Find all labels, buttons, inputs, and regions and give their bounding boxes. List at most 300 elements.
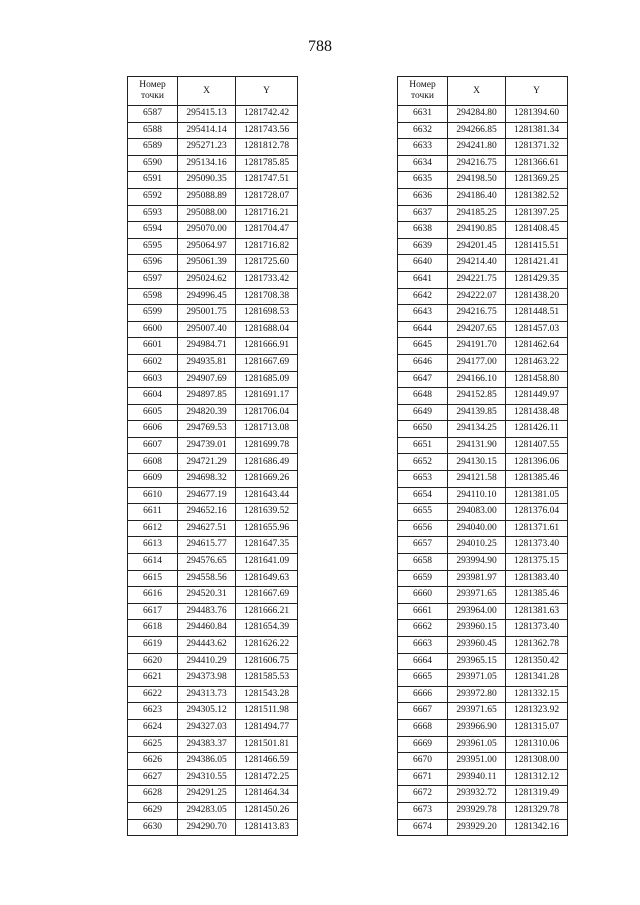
table-row (398, 288, 568, 305)
x-cell: 294083.00 (448, 504, 506, 521)
header-point-number: Номер точки (398, 77, 448, 106)
y-cell: 1281371.32 (506, 139, 568, 156)
table-row (128, 786, 298, 803)
y-cell: 1281383.40 (506, 570, 568, 587)
x-cell: 294185.25 (448, 205, 506, 222)
point-number-cell: 6657 (398, 537, 448, 554)
point-number-cell: 6628 (128, 786, 178, 803)
y-cell: 1281698.53 (236, 305, 298, 322)
x-cell: 295271.23 (178, 139, 236, 156)
table-row (128, 653, 298, 670)
y-cell: 1281319.49 (506, 786, 568, 803)
y-cell: 1281669.26 (236, 471, 298, 488)
x-cell: 294907.69 (178, 371, 236, 388)
x-cell: 294739.01 (178, 437, 236, 454)
y-cell: 1281369.25 (506, 172, 568, 189)
point-number-cell: 6611 (128, 504, 178, 521)
table-row (398, 570, 568, 587)
x-cell: 294652.16 (178, 504, 236, 521)
table-row (128, 238, 298, 255)
point-number-cell: 6590 (128, 155, 178, 172)
y-cell: 1281543.28 (236, 686, 298, 703)
x-cell: 293965.15 (448, 653, 506, 670)
point-number-cell: 6643 (398, 305, 448, 322)
point-number-cell: 6670 (398, 753, 448, 770)
x-cell: 294820.39 (178, 404, 236, 421)
point-number-cell: 6651 (398, 437, 448, 454)
table-row (128, 670, 298, 687)
table-row (398, 321, 568, 338)
x-cell: 294290.70 (178, 819, 236, 836)
table-row (128, 371, 298, 388)
table-row (128, 819, 298, 836)
x-cell: 295007.40 (178, 321, 236, 338)
table-row (128, 122, 298, 139)
point-number-cell: 6612 (128, 520, 178, 537)
y-cell: 1281691.17 (236, 388, 298, 405)
point-number-cell: 6619 (128, 637, 178, 654)
point-number-cell: 6596 (128, 255, 178, 272)
table-row (128, 404, 298, 421)
table-row (128, 454, 298, 471)
x-cell: 294130.15 (448, 454, 506, 471)
point-number-cell: 6638 (398, 222, 448, 239)
x-cell: 293940.11 (448, 769, 506, 786)
point-number-cell: 6674 (398, 819, 448, 836)
y-cell: 1281626.22 (236, 637, 298, 654)
point-number-cell: 6649 (398, 404, 448, 421)
point-number-cell: 6599 (128, 305, 178, 322)
x-cell: 294576.65 (178, 554, 236, 571)
table-row (398, 454, 568, 471)
coordinates-table-right (397, 76, 568, 836)
x-cell: 293972.80 (448, 686, 506, 703)
x-cell: 295088.89 (178, 188, 236, 205)
x-cell: 294935.81 (178, 354, 236, 371)
x-cell: 294483.76 (178, 603, 236, 620)
x-cell: 294460.84 (178, 620, 236, 637)
x-cell: 294139.85 (448, 404, 506, 421)
y-cell: 1281373.40 (506, 620, 568, 637)
table-row (398, 686, 568, 703)
point-number-cell: 6656 (398, 520, 448, 537)
table-row (398, 554, 568, 571)
x-cell: 295024.62 (178, 271, 236, 288)
y-cell: 1281641.09 (236, 554, 298, 571)
y-cell: 1281501.81 (236, 736, 298, 753)
point-number-cell: 6600 (128, 321, 178, 338)
table-row (128, 719, 298, 736)
point-number-cell: 6652 (398, 454, 448, 471)
table-row (398, 139, 568, 156)
point-number-cell: 6633 (398, 139, 448, 156)
point-number-cell: 6635 (398, 172, 448, 189)
table-row (128, 139, 298, 156)
y-cell: 1281373.40 (506, 537, 568, 554)
x-cell: 294191.70 (448, 338, 506, 355)
point-number-cell: 6588 (128, 122, 178, 139)
x-cell: 294310.55 (178, 769, 236, 786)
x-cell: 294327.03 (178, 719, 236, 736)
x-cell: 294520.31 (178, 587, 236, 604)
y-cell: 1281706.04 (236, 404, 298, 421)
point-number-cell: 6636 (398, 188, 448, 205)
point-number-cell: 6593 (128, 205, 178, 222)
x-cell: 293964.00 (448, 603, 506, 620)
page-number: 788 (308, 38, 332, 55)
x-cell: 294177.00 (448, 354, 506, 371)
x-cell: 293929.78 (448, 802, 506, 819)
y-cell: 1281312.12 (506, 769, 568, 786)
point-number-cell: 6640 (398, 255, 448, 272)
x-cell: 293960.15 (448, 620, 506, 637)
table-row (128, 172, 298, 189)
x-cell: 294410.29 (178, 653, 236, 670)
table-row (398, 753, 568, 770)
x-cell: 294283.05 (178, 802, 236, 819)
x-cell: 295001.75 (178, 305, 236, 322)
y-cell: 1281713.08 (236, 421, 298, 438)
y-cell: 1281733.42 (236, 271, 298, 288)
x-cell: 294134.25 (448, 421, 506, 438)
point-number-cell: 6661 (398, 603, 448, 620)
header-y: Y (236, 77, 298, 106)
table-row (128, 255, 298, 272)
table-row (128, 487, 298, 504)
y-cell: 1281666.21 (236, 603, 298, 620)
y-cell: 1281747.51 (236, 172, 298, 189)
x-cell: 293960.45 (448, 637, 506, 654)
point-number-cell: 6623 (128, 703, 178, 720)
table-row (398, 670, 568, 687)
table-row (128, 354, 298, 371)
point-number-cell: 6622 (128, 686, 178, 703)
x-cell: 294284.80 (448, 106, 506, 123)
point-number-cell: 6668 (398, 719, 448, 736)
y-cell: 1281408.45 (506, 222, 568, 239)
table-row (398, 719, 568, 736)
table-row (398, 222, 568, 239)
point-number-cell: 6624 (128, 719, 178, 736)
point-number-cell: 6592 (128, 188, 178, 205)
y-cell: 1281407.55 (506, 437, 568, 454)
table-row (128, 703, 298, 720)
y-cell: 1281371.61 (506, 520, 568, 537)
y-cell: 1281466.59 (236, 753, 298, 770)
table-row (128, 504, 298, 521)
y-cell: 1281728.07 (236, 188, 298, 205)
x-cell: 294897.85 (178, 388, 236, 405)
table-row (128, 587, 298, 604)
x-cell: 294627.51 (178, 520, 236, 537)
x-cell: 294386.05 (178, 753, 236, 770)
coordinates-table-left (127, 76, 298, 836)
y-cell: 1281381.05 (506, 487, 568, 504)
y-cell: 1281654.39 (236, 620, 298, 637)
y-cell: 1281463.22 (506, 354, 568, 371)
table-row (128, 537, 298, 554)
table-row (398, 736, 568, 753)
table-row (398, 620, 568, 637)
table-row (398, 255, 568, 272)
point-number-cell: 6644 (398, 321, 448, 338)
table-row (128, 205, 298, 222)
x-cell: 294207.65 (448, 321, 506, 338)
point-number-cell: 6609 (128, 471, 178, 488)
table-row (128, 603, 298, 620)
table-row (398, 205, 568, 222)
x-cell: 294198.50 (448, 172, 506, 189)
table-row (398, 520, 568, 537)
table-row (398, 305, 568, 322)
table-row (128, 570, 298, 587)
y-cell: 1281686.49 (236, 454, 298, 471)
y-cell: 1281308.00 (506, 753, 568, 770)
table-row (128, 686, 298, 703)
y-cell: 1281438.48 (506, 404, 568, 421)
y-cell: 1281685.09 (236, 371, 298, 388)
y-cell: 1281643.44 (236, 487, 298, 504)
point-number-cell: 6634 (398, 155, 448, 172)
point-number-cell: 6614 (128, 554, 178, 571)
table-row (398, 487, 568, 504)
table-row (398, 106, 568, 123)
x-cell: 294121.58 (448, 471, 506, 488)
x-cell: 294152.85 (448, 388, 506, 405)
table-row (398, 471, 568, 488)
table-row (398, 238, 568, 255)
y-cell: 1281639.52 (236, 504, 298, 521)
point-number-cell: 6669 (398, 736, 448, 753)
y-cell: 1281743.56 (236, 122, 298, 139)
y-cell: 1281315.07 (506, 719, 568, 736)
x-cell: 295415.13 (178, 106, 236, 123)
point-number-cell: 6610 (128, 487, 178, 504)
table-row (128, 288, 298, 305)
y-cell: 1281472.25 (236, 769, 298, 786)
point-number-cell: 6672 (398, 786, 448, 803)
x-cell: 294291.25 (178, 786, 236, 803)
y-cell: 1281458.80 (506, 371, 568, 388)
table-header-row (398, 77, 568, 106)
table-row (398, 388, 568, 405)
point-number-cell: 6602 (128, 354, 178, 371)
y-cell: 1281385.46 (506, 471, 568, 488)
table-row (128, 388, 298, 405)
y-cell: 1281457.03 (506, 321, 568, 338)
x-cell: 295134.16 (178, 155, 236, 172)
point-number-cell: 6615 (128, 570, 178, 587)
point-number-cell: 6659 (398, 570, 448, 587)
table-row (128, 620, 298, 637)
y-cell: 1281699.78 (236, 437, 298, 454)
y-cell: 1281350.42 (506, 653, 568, 670)
table-row (398, 603, 568, 620)
x-cell: 294996.45 (178, 288, 236, 305)
point-number-cell: 6597 (128, 271, 178, 288)
point-number-cell: 6631 (398, 106, 448, 123)
point-number-cell: 6632 (398, 122, 448, 139)
x-cell: 293971.65 (448, 587, 506, 604)
table-row (128, 188, 298, 205)
point-number-cell: 6621 (128, 670, 178, 687)
x-cell: 293994.90 (448, 554, 506, 571)
x-cell: 294677.19 (178, 487, 236, 504)
y-cell: 1281708.38 (236, 288, 298, 305)
table-row (398, 769, 568, 786)
x-cell: 294313.73 (178, 686, 236, 703)
table-row (398, 271, 568, 288)
y-cell: 1281329.78 (506, 802, 568, 819)
point-number-cell: 6645 (398, 338, 448, 355)
y-cell: 1281429.35 (506, 271, 568, 288)
point-number-cell: 6647 (398, 371, 448, 388)
y-cell: 1281450.26 (236, 802, 298, 819)
table-row (128, 321, 298, 338)
x-cell: 294305.12 (178, 703, 236, 720)
y-cell: 1281716.21 (236, 205, 298, 222)
x-cell: 293971.05 (448, 670, 506, 687)
y-cell: 1281647.35 (236, 537, 298, 554)
point-number-cell: 6654 (398, 487, 448, 504)
x-cell: 294010.25 (448, 537, 506, 554)
point-number-cell: 6626 (128, 753, 178, 770)
point-number-cell: 6629 (128, 802, 178, 819)
y-cell: 1281397.25 (506, 205, 568, 222)
point-number-cell: 6650 (398, 421, 448, 438)
y-cell: 1281448.51 (506, 305, 568, 322)
point-number-cell: 6664 (398, 653, 448, 670)
y-cell: 1281375.15 (506, 554, 568, 571)
table-row (128, 271, 298, 288)
point-number-cell: 6616 (128, 587, 178, 604)
y-cell: 1281725.60 (236, 255, 298, 272)
x-cell: 294216.75 (448, 305, 506, 322)
table-row (398, 172, 568, 189)
point-number-cell: 6637 (398, 205, 448, 222)
x-cell: 294443.62 (178, 637, 236, 654)
table-row (398, 819, 568, 836)
y-cell: 1281785.85 (236, 155, 298, 172)
x-cell: 294190.85 (448, 222, 506, 239)
y-cell: 1281381.63 (506, 603, 568, 620)
point-number-cell: 6605 (128, 404, 178, 421)
y-cell: 1281742.42 (236, 106, 298, 123)
y-cell: 1281413.83 (236, 819, 298, 836)
point-number-cell: 6595 (128, 238, 178, 255)
y-cell: 1281667.69 (236, 587, 298, 604)
y-cell: 1281342.16 (506, 819, 568, 836)
x-cell: 294984.71 (178, 338, 236, 355)
table-row (398, 802, 568, 819)
x-cell: 295070.00 (178, 222, 236, 239)
point-number-cell: 6630 (128, 819, 178, 836)
y-cell: 1281438.20 (506, 288, 568, 305)
y-cell: 1281381.34 (506, 122, 568, 139)
y-cell: 1281511.98 (236, 703, 298, 720)
header-y: Y (506, 77, 568, 106)
x-cell: 294558.56 (178, 570, 236, 587)
table-row (128, 802, 298, 819)
point-number-cell: 6606 (128, 421, 178, 438)
y-cell: 1281649.63 (236, 570, 298, 587)
x-cell: 294383.37 (178, 736, 236, 753)
table-row (398, 637, 568, 654)
point-number-cell: 6646 (398, 354, 448, 371)
table-row (128, 106, 298, 123)
point-number-cell: 6601 (128, 338, 178, 355)
x-cell: 294221.75 (448, 271, 506, 288)
x-cell: 295064.97 (178, 238, 236, 255)
x-cell: 294698.32 (178, 471, 236, 488)
y-cell: 1281396.06 (506, 454, 568, 471)
point-number-cell: 6642 (398, 288, 448, 305)
x-cell: 294266.85 (448, 122, 506, 139)
y-cell: 1281655.96 (236, 520, 298, 537)
y-cell: 1281606.75 (236, 653, 298, 670)
table-row (398, 338, 568, 355)
x-cell: 294373.98 (178, 670, 236, 687)
point-number-cell: 6663 (398, 637, 448, 654)
table-row (398, 421, 568, 438)
point-number-cell: 6617 (128, 603, 178, 620)
table-row (398, 371, 568, 388)
y-cell: 1281332.15 (506, 686, 568, 703)
y-cell: 1281394.60 (506, 106, 568, 123)
x-cell: 294721.29 (178, 454, 236, 471)
y-cell: 1281812.78 (236, 139, 298, 156)
table-row (128, 753, 298, 770)
y-cell: 1281494.77 (236, 719, 298, 736)
point-number-cell: 6655 (398, 504, 448, 521)
y-cell: 1281704.47 (236, 222, 298, 239)
point-number-cell: 6648 (398, 388, 448, 405)
table-row (128, 520, 298, 537)
y-cell: 1281667.69 (236, 354, 298, 371)
table-row (398, 537, 568, 554)
table-row (128, 471, 298, 488)
y-cell: 1281464.34 (236, 786, 298, 803)
point-number-cell: 6627 (128, 769, 178, 786)
table-row (398, 188, 568, 205)
table-row (398, 653, 568, 670)
point-number-cell: 6613 (128, 537, 178, 554)
point-number-cell: 6608 (128, 454, 178, 471)
header-x: X (448, 77, 506, 106)
y-cell: 1281426.11 (506, 421, 568, 438)
y-cell: 1281716.82 (236, 238, 298, 255)
table-row (398, 404, 568, 421)
y-cell: 1281415.51 (506, 238, 568, 255)
header-x: X (178, 77, 236, 106)
y-cell: 1281449.97 (506, 388, 568, 405)
y-cell: 1281376.04 (506, 504, 568, 521)
table-row (398, 122, 568, 139)
y-cell: 1281421.41 (506, 255, 568, 272)
table-row (398, 703, 568, 720)
x-cell: 293932.72 (448, 786, 506, 803)
table-row (128, 736, 298, 753)
table-row (398, 587, 568, 604)
point-number-cell: 6618 (128, 620, 178, 637)
x-cell: 294216.75 (448, 155, 506, 172)
header-point-number: Номер точки (128, 77, 178, 106)
table-row (128, 338, 298, 355)
table-row (398, 504, 568, 521)
x-cell: 295090.35 (178, 172, 236, 189)
x-cell: 294201.45 (448, 238, 506, 255)
point-number-cell: 6639 (398, 238, 448, 255)
